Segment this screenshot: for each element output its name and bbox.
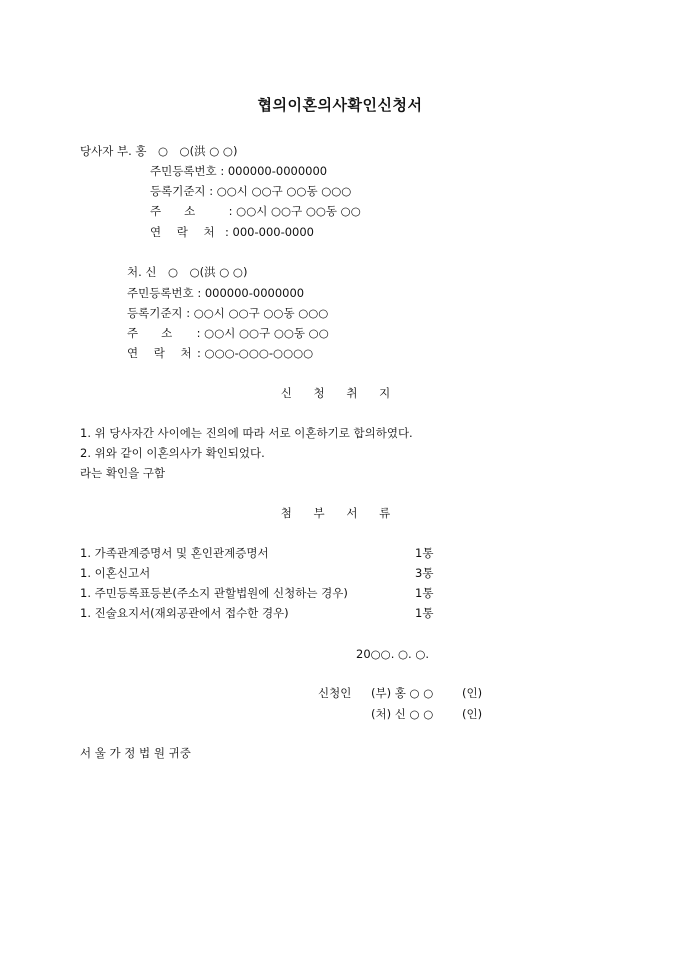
attachment-1-count: 1통 <box>415 546 434 560</box>
application-date: 20○○. ○. ○. <box>356 647 430 661</box>
husband-rrn-row <box>150 164 327 178</box>
attachment-4-name: 1. 진술요지서(재외공관에서 접수한 경우) <box>80 606 289 620</box>
husband-rrn-value: : 000000-0000000 <box>220 164 328 178</box>
attachment-3-name: 1. 주민등록표등본(주소지 관할법원에 신청하는 경우) <box>80 586 348 600</box>
wife-contact-label: 연 락 처 <box>127 346 198 360</box>
husband-rrn-label: 주민등록번호 <box>150 164 217 178</box>
applicant-label: 신청인 <box>318 686 352 700</box>
document-title: 협의이혼의사확인신청서 <box>257 96 423 114</box>
applicant-wife-seal: (인) <box>462 707 483 721</box>
attachment-3-count: 1통 <box>415 586 434 600</box>
wife-contact-row <box>127 346 313 360</box>
husband-registry-label: 등록기준지 <box>150 184 206 198</box>
wife-rrn-label: 주민등록번호 <box>127 286 194 300</box>
wife-contact-value: : ○○○-○○○-○○○○ <box>197 346 314 360</box>
attachment-4-count: 1통 <box>415 606 434 620</box>
husband-registry-value: : ○○시 ○○구 ○○동 ○○○ <box>209 184 352 198</box>
attachments-heading: 첨 부 서 류 <box>280 506 400 520</box>
wife-heading: 처. 신 ○ ○(洪 ○ ○) <box>127 265 248 279</box>
applicant-husband-seal: (인) <box>462 686 483 700</box>
husband-contact-label: 연 락 처 <box>150 225 221 239</box>
purpose-line-1: 1. 위 당사자간 사이에는 진의에 따라 서로 이혼하기로 합의하였다. <box>80 426 413 440</box>
purpose-heading: 신 청 취 지 <box>280 386 400 400</box>
wife-address-label: 주 소 <box>127 326 173 340</box>
wife-registry-label: 등록기준지 <box>127 306 183 320</box>
husband-contact-value: : 000-000-0000 <box>225 225 314 239</box>
husband-address-value: : ○○시 ○○구 ○○동 ○○ <box>228 204 361 218</box>
attachment-2-count: 3통 <box>415 566 434 580</box>
attachment-1-name: 1. 가족관계증명서 및 혼인관계증명서 <box>80 546 269 560</box>
husband-registry-row <box>150 184 351 198</box>
husband-contact-row <box>150 225 314 239</box>
purpose-line-2: 2. 위와 같이 이혼의사가 확인되었다. <box>80 446 265 460</box>
applicant-husband: (부) 홍 ○ ○ <box>371 686 434 700</box>
applicant-wife: (처) 신 ○ ○ <box>371 707 434 721</box>
wife-rrn-value: : 000000-0000000 <box>197 286 305 300</box>
wife-registry-value: : ○○시 ○○구 ○○동 ○○○ <box>186 306 329 320</box>
wife-registry-row <box>127 306 328 320</box>
purpose-line-3: 라는 확인을 구함 <box>80 466 166 480</box>
court-recipient: 서 울 가 정 법 원 귀중 <box>80 746 191 760</box>
wife-rrn-row <box>127 286 304 300</box>
husband-heading: 당사자 부. 홍 ○ ○(洪 ○ ○) <box>80 144 238 158</box>
attachment-2-name: 1. 이혼신고서 <box>80 566 151 580</box>
wife-address-value: : ○○시 ○○구 ○○동 ○○ <box>196 326 329 340</box>
wife-address-row <box>127 326 329 340</box>
husband-address-label: 주 소 <box>150 204 196 218</box>
husband-address-row <box>150 204 361 218</box>
